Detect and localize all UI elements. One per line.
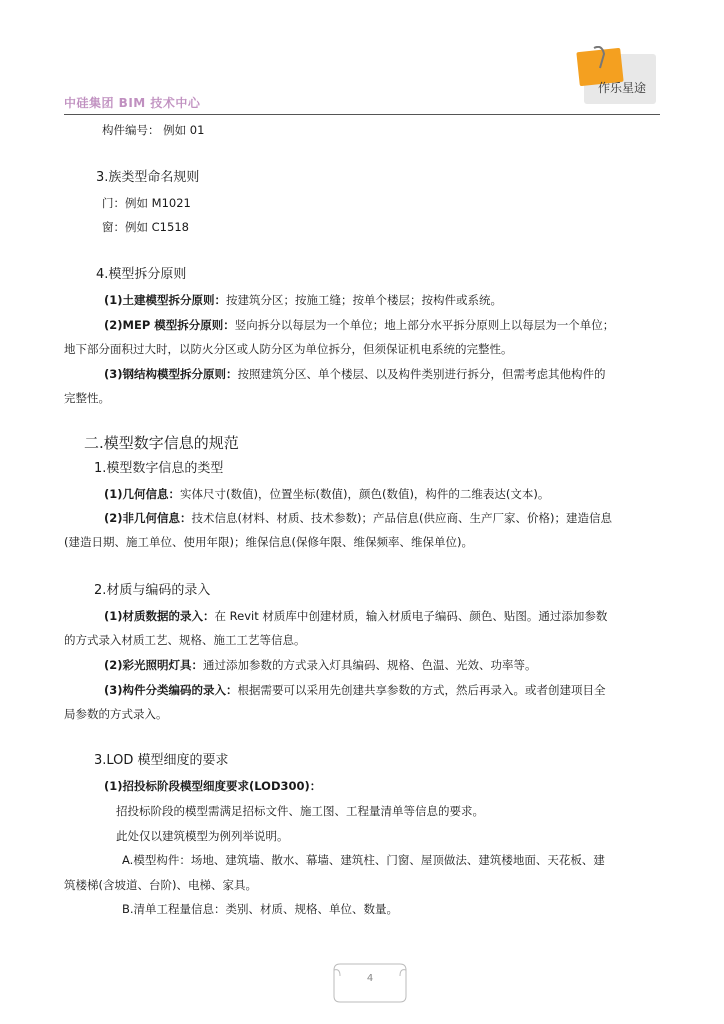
component-number: 构件编号： 例如 01 — [102, 123, 205, 137]
lighting-entry-text: 通过添加参数的方式录入灯具编码、规格、色温、光效、功率等。 — [203, 658, 537, 672]
geometric-info-text: 实体尺寸(数值)，位置坐标(数值)，颜色(数值)，构件的二维表达(文本)。 — [180, 487, 550, 501]
non-geometric-info-label: (2)非几何信息： — [104, 511, 192, 525]
non-geometric-info-text: 技术信息(材料、材质、技术参数)；产品信息(供应商、生产厂家、价格)；建造信息 — [191, 511, 612, 525]
classification-entry-text: 根据需要可以采用先创建共享参数的方式，然后再录入。或者创建项目全 — [237, 683, 606, 697]
split-rule-3-cont: 完整性。 — [64, 391, 110, 405]
header-title: 中硅集团 BIM 技术中心 — [64, 96, 201, 110]
logo-text: 作乐星途 — [597, 81, 647, 95]
non-geometric-info-cont: (建造日期、施工单位、使用年限)；维保信息(保修年限、维保频率、维保单位)。 — [64, 535, 473, 549]
split-rule-1-text: 按建筑分区；按施工缝；按单个楼层；按构件或系统。 — [226, 293, 503, 307]
page-number-badge — [330, 956, 410, 1004]
non-geometric-info — [104, 510, 612, 526]
split-rule-2-label: (2)MEP 模型拆分原则： — [104, 318, 235, 332]
classification-entry — [104, 682, 606, 698]
material-entry-cont: 的方式录入材质工艺、规格、施工工艺等信息。 — [64, 633, 306, 647]
split-rule-2-text: 竖向拆分以每层为一个单位；地上部分水平拆分原则上以每层为一个单位； — [234, 318, 615, 332]
door-example: 门：例如 M1021 — [102, 196, 191, 210]
section-4-heading: 4.模型拆分原则 — [96, 267, 187, 282]
section-3-heading: 3.族类型命名规则 — [96, 170, 200, 185]
lod-line-2: 此处仅以建筑模型为例列举说明。 — [116, 829, 289, 843]
geometric-info-label: (1)几何信息： — [104, 487, 181, 501]
lighting-entry — [104, 657, 537, 673]
classification-entry-label: (3)构件分类编码的录入： — [104, 683, 238, 697]
lod-line-1: 招投标阶段的模型需满足招标文件、施工图、工程量清单等信息的要求。 — [116, 804, 484, 818]
split-rule-3-text: 按照建筑分区、单个楼层、以及构件类别进行拆分，但需考虑其他构件的 — [237, 367, 606, 381]
lod-line-b: B.清单工程量信息：类别、材质、规格、单位、数量。 — [122, 902, 399, 916]
header-divider — [64, 114, 660, 115]
logo — [574, 46, 660, 106]
split-rule-1 — [104, 292, 502, 308]
classification-entry-cont: 局参数的方式录入。 — [64, 707, 168, 721]
material-entry-label: (1)材质数据的录入： — [104, 609, 215, 623]
material-entry-text: 在 Revit 材质库中创建材质，输入材质电子编码、颜色、贴图。通过添加参数 — [214, 609, 608, 623]
logo-icon — [574, 46, 660, 106]
geometric-info — [104, 486, 549, 502]
split-rule-1-label: (1)土建模型拆分原则： — [104, 293, 227, 307]
lod300-label: (1)招投标阶段模型细度要求(LOD300)： — [104, 779, 322, 793]
split-rule-2-cont: 地下部分面积过大时，以防火分区或人防分区为单位拆分，但须保证机电系统的完整性。 — [64, 342, 513, 356]
info-types-heading: 1.模型数字信息的类型 — [94, 461, 224, 476]
material-entry — [104, 608, 607, 624]
lod-line-a: A.模型构件：场地、建筑墙、散水、幕墙、建筑柱、门窗、屋顶做法、建筑楼地面、天花板、建 — [122, 853, 605, 867]
lighting-entry-label: (2)彩光照明灯具： — [104, 658, 204, 672]
split-rule-3 — [104, 366, 606, 382]
chapter-2-heading: 二.模型数字信息的规范 — [84, 434, 239, 452]
window-example: 窗：例如 C1518 — [102, 220, 189, 234]
page-number: 4 — [366, 973, 374, 984]
split-rule-2 — [104, 317, 614, 333]
materials-heading: 2.材质与编码的录入 — [94, 583, 211, 598]
split-rule-3-label: (3)钢结构模型拆分原则： — [104, 367, 238, 381]
lod-line-a-cont: 筑楼梯(含坡道、台阶)、电梯、家具。 — [64, 878, 257, 892]
lod-heading: 3.LOD 模型细度的要求 — [94, 753, 229, 768]
